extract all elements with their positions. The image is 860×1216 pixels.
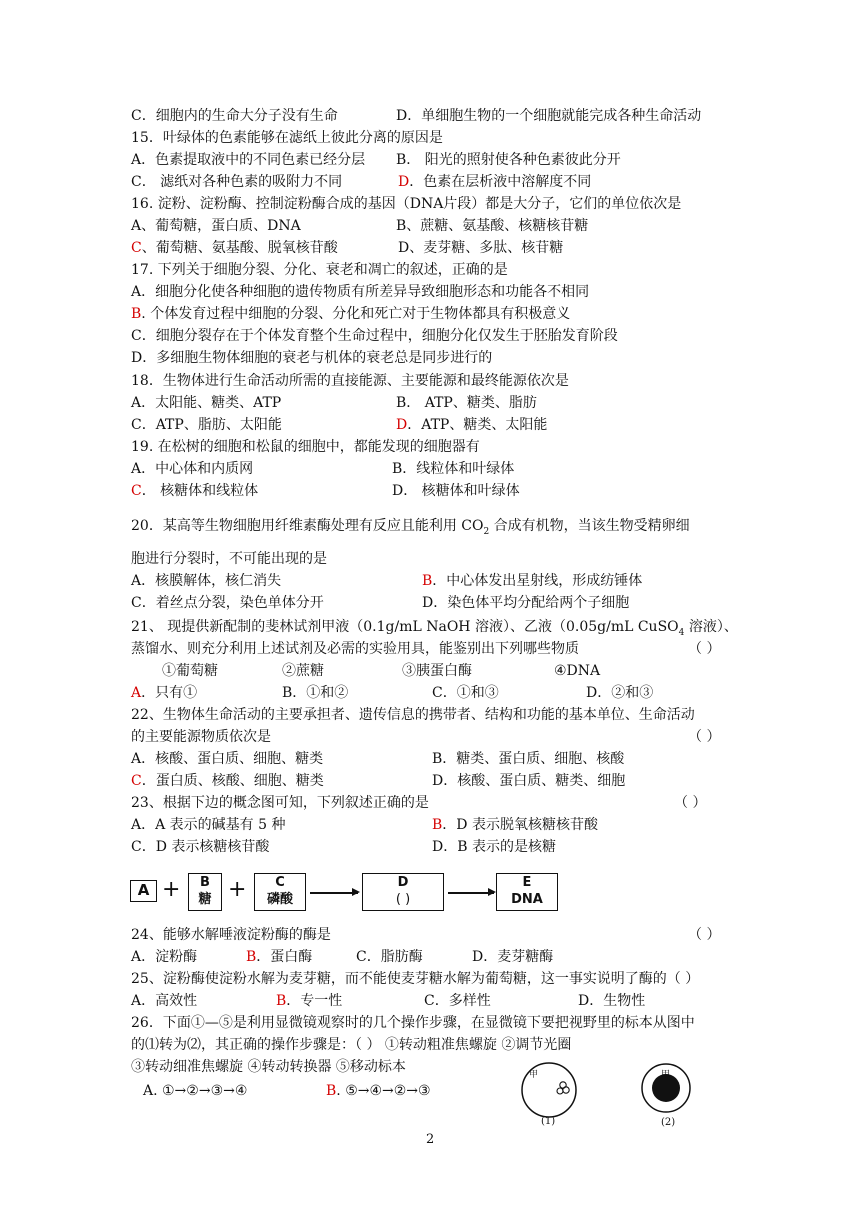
arrow-icon bbox=[310, 892, 358, 894]
q16-option-d: D、麦芽糖、多肽、核苷糖 bbox=[398, 240, 564, 256]
q24-stem: 24、能够水解唾液淀粉酶的酶是 bbox=[131, 927, 331, 943]
box-a: A bbox=[130, 880, 157, 902]
q20-option-d: D．染色体平均分配给两个子细胞 bbox=[422, 595, 630, 611]
plus-sign: + bbox=[162, 877, 181, 902]
q24-option-c: C．脂肪酶 bbox=[356, 949, 423, 965]
q19-option-b: B．线粒体和叶绿体 bbox=[392, 461, 515, 477]
q16-option-c: C、葡萄糖、氨基酸、脱氧核苷酸 bbox=[131, 240, 338, 256]
q21-item-4: ④DNA bbox=[554, 663, 601, 679]
q24-option-b: B．蛋白酶 bbox=[246, 949, 313, 965]
q15-option-d: D．色素在层析液中溶解度不同 bbox=[398, 174, 592, 190]
q20-stem-line2: 胞进行分裂时，不可能出现的是 bbox=[131, 551, 327, 567]
q22-option-b: B．糖类、蛋白质、细胞、核酸 bbox=[432, 751, 625, 767]
q18-stem: 18．生物体进行生命活动所需的直接能源、主要能源和最终能源依次是 bbox=[131, 373, 569, 389]
q25-option-b: B．专一性 bbox=[276, 993, 343, 1009]
q15-stem: 15．叶绿体的色素能够在滤纸上彼此分离的原因是 bbox=[131, 130, 443, 146]
q26-stem-line3: ③转动细准焦螺旋 ④转动转换器 ⑤移动标本 bbox=[131, 1059, 406, 1075]
answer-letter: B bbox=[131, 306, 142, 322]
q20-option-b: B．中心体发出星射线，形成纺锤体 bbox=[422, 573, 643, 589]
q21-option-d: D．②和③ bbox=[586, 685, 654, 701]
answer-letter: C bbox=[131, 773, 142, 789]
q17-option-d: D．多细胞生物体细胞的衰老与机体的衰老总是同步进行的 bbox=[131, 350, 493, 366]
q21-item-2: ②蔗糖 bbox=[282, 663, 324, 679]
answer-letter: B bbox=[326, 1083, 337, 1099]
specimen-label: 甲 bbox=[529, 1070, 539, 1080]
answer-letter: D bbox=[396, 417, 408, 433]
q26-stem-line2: 的⑴转为⑵，其正确的操作步骤是：（ ） ①转动粗准焦螺旋 ②调节光圈 bbox=[131, 1037, 572, 1053]
q21-item-1: ①葡萄糖 bbox=[162, 663, 218, 679]
q26-option-b: B. ⑤→④→②→③ bbox=[326, 1083, 431, 1099]
q15-option-b: B． 阳光的照射使各种色素彼此分开 bbox=[396, 152, 621, 168]
box-e: E DNA bbox=[496, 873, 558, 911]
q21-stem-line2: 蒸馏水、则充分利用上述试剂及必需的实验用具，能鉴别出下列哪些物质 bbox=[131, 641, 579, 657]
q22-option-d: D．核酸、蛋白质、糖类、细胞 bbox=[432, 773, 626, 789]
q22-option-a: A．核酸、蛋白质、细胞、糖类 bbox=[131, 751, 324, 767]
q17-stem: 17. 下列关于细胞分裂、分化、衰老和凋亡的叙述，正确的是 bbox=[131, 262, 508, 278]
q25-option-c: C．多样性 bbox=[424, 993, 491, 1009]
q25-stem: 25、淀粉酶使淀粉水解为麦芽糖，而不能使麦芽糖水解为葡萄糖，这一事实说明了酶的（ ） bbox=[131, 971, 700, 987]
q24-option-d: D．麦芽糖酶 bbox=[472, 949, 554, 965]
q14-option-c: C．细胞内的生命大分子没有生命 bbox=[131, 108, 338, 124]
q23-option-c: C．D 表示核糖核苷酸 bbox=[131, 839, 270, 855]
answer-letter: D bbox=[398, 174, 410, 190]
answer-letter: B bbox=[276, 993, 287, 1009]
q16-option-b: B、蔗糖、氨基酸、核糖核苷糖 bbox=[396, 218, 589, 234]
q23-option-b: B．D 表示脱氧核糖核苷酸 bbox=[432, 817, 598, 833]
page-number: 2 bbox=[426, 1132, 435, 1147]
q19-option-d: D． 核糖体和叶绿体 bbox=[392, 483, 520, 499]
q22-option-c: C．蛋白质、核酸、细胞、糖类 bbox=[131, 773, 324, 789]
q23-option-a: A．A 表示的碱基有 5 种 bbox=[131, 817, 286, 833]
box-c: C 磷酸 bbox=[254, 873, 306, 911]
q18-option-b: B． ATP、糖类、脂肪 bbox=[396, 395, 537, 411]
box-b: B 糖 bbox=[188, 873, 222, 911]
arrow-icon bbox=[448, 892, 494, 894]
q21-answer-paren: （ ） bbox=[688, 641, 721, 657]
q17-option-c: C．细胞分裂存在于个体发育整个生命过程中，细胞分化仅发生于胚胎发育阶段 bbox=[131, 328, 618, 344]
q17-option-a: A．细胞分化使各种细胞的遗传物质有所差异导致细胞形态和功能各不相同 bbox=[131, 284, 590, 300]
q25-option-a: A．高效性 bbox=[131, 993, 198, 1009]
q18-option-a: A．太阳能、糖类、ATP bbox=[131, 395, 282, 411]
q15-option-c: C． 滤纸对各种色素的吸附力不同 bbox=[131, 174, 343, 190]
q26-stem-line1: 26．下面①—⑤是利用显微镜观察时的几个操作步骤，在显微镜下要把视野里的标本从图中 bbox=[131, 1015, 695, 1031]
figure-caption: (1) bbox=[541, 1116, 556, 1127]
q21-option-a: A．只有① bbox=[131, 685, 198, 701]
q18-option-d: D．ATP、糖类、太阳能 bbox=[396, 417, 548, 433]
q16-option-a: A、葡萄糖，蛋白质、DNA bbox=[131, 218, 301, 234]
answer-letter: B bbox=[246, 949, 257, 965]
q15-option-a: A．色素提取液中的不同色素已经分层 bbox=[131, 152, 366, 168]
q22-stem-line2: 的主要能源物质依次是 bbox=[131, 729, 271, 745]
box-d: D ( ) bbox=[362, 873, 444, 911]
q20-option-a: A．核膜解体，核仁消失 bbox=[131, 573, 282, 589]
q21-stem-line1: 21、 现提供新配制的斐林试剂甲液（0.1g/mL NaOH 溶液）、乙液（0.05g/mL CuSO$_4$ 溶液）、 bbox=[131, 619, 738, 638]
answer-letter: B bbox=[422, 573, 433, 589]
q17-option-b: B. 个体发育过程中细胞的分裂、分化和死亡对于生物体都具有积极意义 bbox=[131, 306, 571, 322]
q19-option-c: C． 核糖体和线粒体 bbox=[131, 483, 259, 499]
q19-stem: 19. 在松树的细胞和松鼠的细胞中，都能发现的细胞器有 bbox=[131, 439, 480, 455]
figure-caption: (2) bbox=[661, 1117, 676, 1128]
q16-stem: 16. 淀粉、淀粉酶、控制淀粉酶合成的基因（DNA片段）都是大分子，它们的单位依次是 bbox=[131, 196, 682, 212]
q19-option-a: A．中心体和内质网 bbox=[131, 461, 254, 477]
q23-stem: 23、根据下边的概念图可知，下列叙述正确的是 bbox=[131, 795, 429, 811]
q18-option-c: C．ATP、脂肪、太阳能 bbox=[131, 417, 282, 433]
q14-option-d: D．单细胞生物的一个细胞就能完成各种生命活动 bbox=[396, 108, 702, 124]
q21-option-c: C．①和③ bbox=[432, 685, 499, 701]
q23-option-d: D．B 表示的是核糖 bbox=[432, 839, 556, 855]
q24-answer-paren: （ ） bbox=[688, 927, 721, 943]
q20-stem-line1: 20．某高等生物细胞用纤维素酶处理有反应且能利用 $CO_2$ 合成有机物，当该生物受精卵细 bbox=[131, 518, 690, 537]
q23-answer-paren: （ ） bbox=[674, 795, 707, 811]
q20-option-c: C．着丝点分裂，染色单体分开 bbox=[131, 595, 324, 611]
answer-letter: B bbox=[432, 817, 443, 833]
answer-letter: C bbox=[131, 240, 142, 256]
plus-sign: + bbox=[228, 877, 247, 902]
q26-option-a: A. ①→②→③→④ bbox=[143, 1083, 248, 1099]
q22-stem-line1: 22、生物体生命活动的主要承担者、遗传信息的携带者、结构和功能的基本单位、生命活动 bbox=[131, 707, 695, 723]
q25-option-d: D．生物性 bbox=[578, 993, 646, 1009]
specimen-label: 甲 bbox=[661, 1070, 671, 1080]
answer-letter: A bbox=[131, 685, 142, 701]
q24-option-a: A．淀粉酶 bbox=[131, 949, 198, 965]
q21-item-3: ③胰蛋白酶 bbox=[402, 663, 472, 679]
answer-letter: C bbox=[131, 483, 142, 499]
q22-answer-paren: （ ） bbox=[688, 729, 721, 745]
q21-option-b: B．①和② bbox=[282, 685, 349, 701]
